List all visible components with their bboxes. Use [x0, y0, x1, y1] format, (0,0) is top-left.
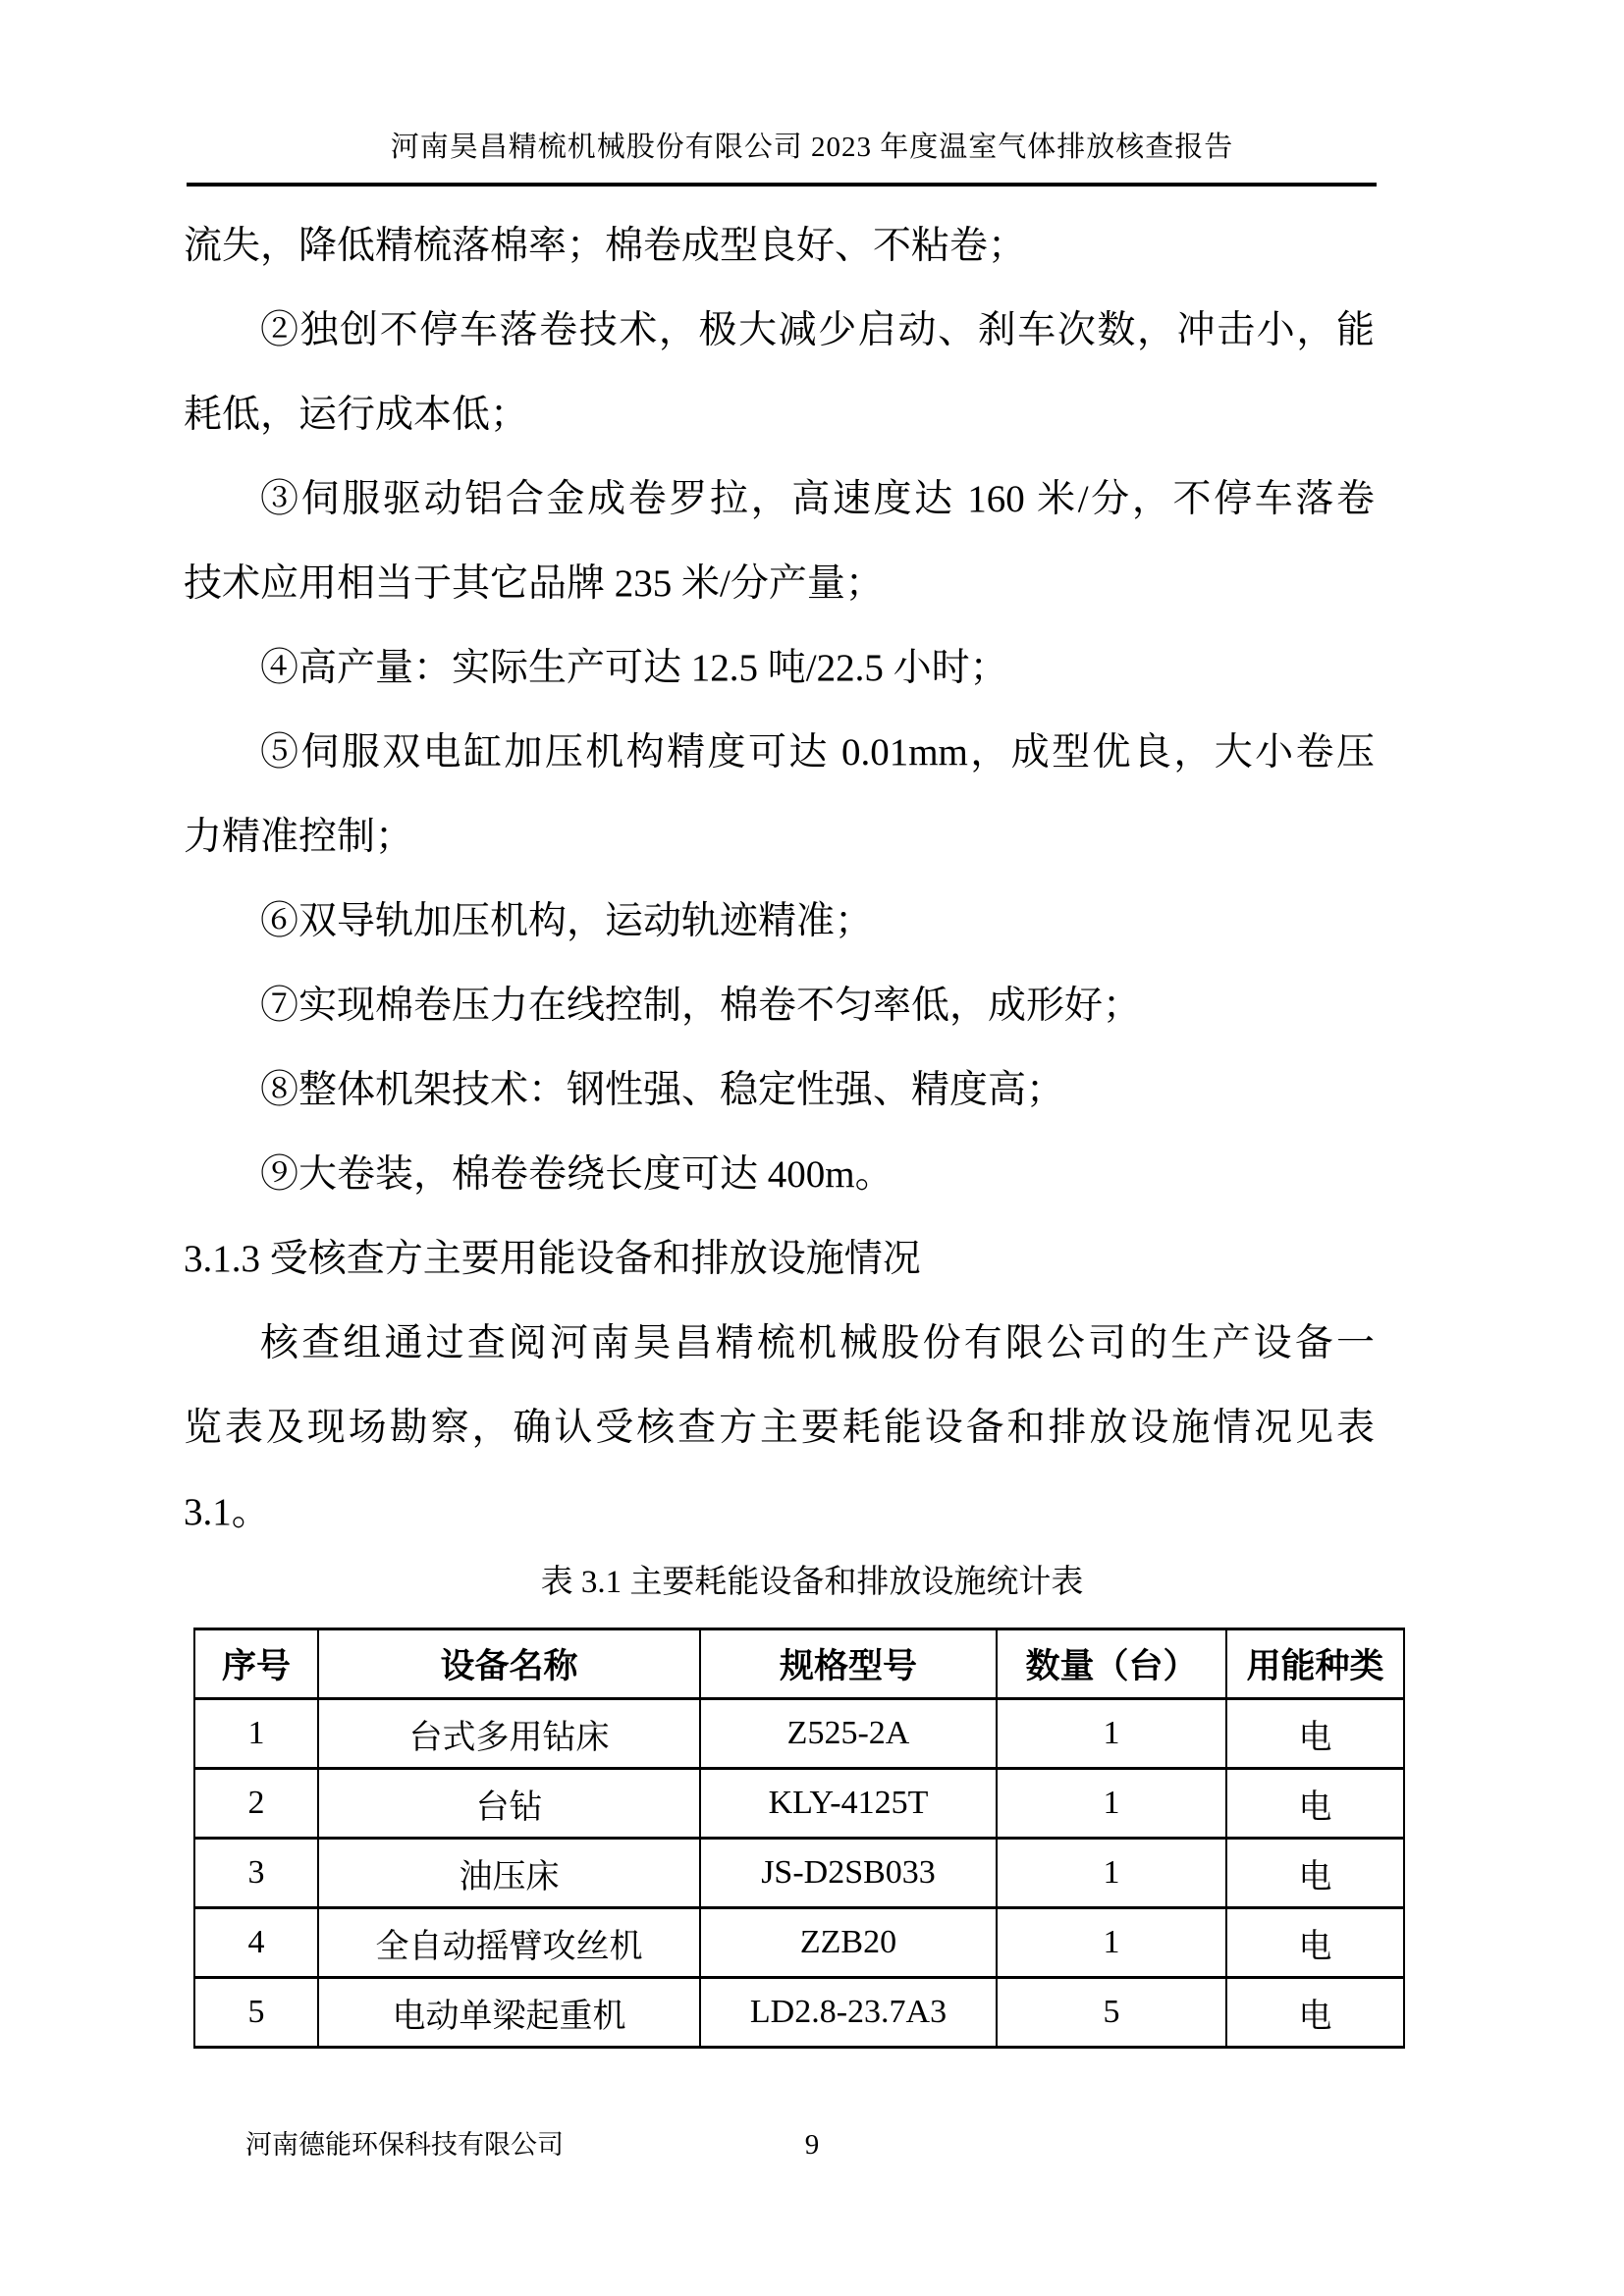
table-header-row	[194, 1629, 1404, 1699]
cell-qty: 1	[997, 1839, 1226, 1908]
body-text-block	[184, 204, 1375, 1555]
body-line: 流失，降低精梳落棉率；棉卷成型良好、不粘卷；	[184, 225, 1027, 267]
header-title: 河南昊昌精梳机械股份有限公司 2023 年度温室气体排放核查报告	[390, 132, 1234, 163]
cell-qty: 1	[997, 1769, 1226, 1839]
footer-company: 河南德能环保科技有限公司	[245, 2130, 564, 2160]
body-line: ⑦实现棉卷压力在线控制，棉卷不匀率低，成形好；	[260, 985, 1142, 1027]
column-header-qty: 数量（台）	[997, 1629, 1226, 1699]
cell-type: 电	[1226, 1839, 1404, 1908]
table-row	[194, 1978, 1404, 2048]
cell-qty: 1	[997, 1908, 1226, 1978]
cell-type: 电	[1226, 1908, 1404, 1978]
body-line: 3.1。	[184, 1491, 270, 1533]
page-footer	[0, 2120, 1624, 2169]
cell-model: ZZB20	[700, 1908, 997, 1978]
cell-type: 电	[1226, 1699, 1404, 1769]
cell-name: 油压床	[318, 1839, 700, 1908]
body-line: ④高产量：实际生产可达 12.5 吨/22.5 小时；	[260, 647, 1008, 689]
column-header-type: 用能种类	[1226, 1629, 1404, 1699]
equipment-table-header	[194, 1629, 1404, 1699]
table-row	[194, 1769, 1404, 1839]
cell-model: KLY-4125T	[700, 1769, 997, 1839]
body-line: ⑧整体机架技术：钢性强、稳定性强、精度高；	[260, 1069, 1065, 1111]
body-line: 览表及现场勘察，确认受核查方主要耗能设备和排放设施情况见表	[184, 1407, 1375, 1449]
cell-name: 台式多用钻床	[318, 1699, 700, 1769]
cell-model: Z525-2A	[700, 1699, 997, 1769]
section-heading-3-1-3: 3.1.3 受核查方主要用能设备和排放设施情况	[184, 1238, 921, 1280]
cell-seq: 3	[194, 1839, 318, 1908]
equipment-table-body	[194, 1699, 1404, 2048]
body-line: ⑥双导轨加压机构，运动轨迹精准；	[260, 900, 874, 942]
header-rule	[187, 183, 1377, 187]
body-line: ⑨大卷装，棉卷卷绕长度可达 400m。	[260, 1153, 893, 1196]
table-row	[194, 1839, 1404, 1908]
column-header-model: 规格型号	[700, 1629, 997, 1699]
cell-qty: 1	[997, 1699, 1226, 1769]
equipment-table	[193, 1628, 1405, 2049]
cell-name: 全自动摇臂攻丝机	[318, 1908, 700, 1978]
cell-name: 电动单梁起重机	[318, 1978, 700, 2048]
cell-type: 电	[1226, 1978, 1404, 2048]
table-caption: 表 3.1 主要耗能设备和排放设施统计表	[540, 1565, 1084, 1600]
cell-qty: 5	[997, 1978, 1226, 2048]
body-line: 力精准控制；	[184, 816, 414, 858]
body-line: ③伺服驱动铝合金成卷罗拉，高速度达 160 米/分，不停车落卷	[260, 478, 1375, 520]
cell-model: LD2.8-23.7A3	[700, 1978, 997, 2048]
page-number: 9	[804, 2129, 820, 2161]
cell-seq: 4	[194, 1908, 318, 1978]
cell-seq: 2	[194, 1769, 318, 1839]
column-header-seq: 序号	[194, 1629, 318, 1699]
table-row	[194, 1699, 1404, 1769]
body-line: 耗低，运行成本低；	[184, 394, 529, 436]
body-line: ②独创不停车落卷技术，极大减少启动、刹车次数，冲击小，能	[260, 309, 1375, 351]
cell-seq: 1	[194, 1699, 318, 1769]
cell-seq: 5	[194, 1978, 318, 2048]
cell-type: 电	[1226, 1769, 1404, 1839]
body-line: 技术应用相当于其它品牌 235 米/分产量；	[184, 562, 884, 605]
body-line: ⑤伺服双电缸加压机构精度可达 0.01mm，成型优良，大小卷压	[260, 731, 1375, 774]
body-line: 核查组通过查阅河南昊昌精梳机械股份有限公司的生产设备一	[260, 1322, 1375, 1364]
cell-model: JS-D2SB033	[700, 1839, 997, 1908]
column-header-name: 设备名称	[318, 1629, 700, 1699]
table-row	[194, 1908, 1404, 1978]
cell-name: 台钻	[318, 1769, 700, 1839]
